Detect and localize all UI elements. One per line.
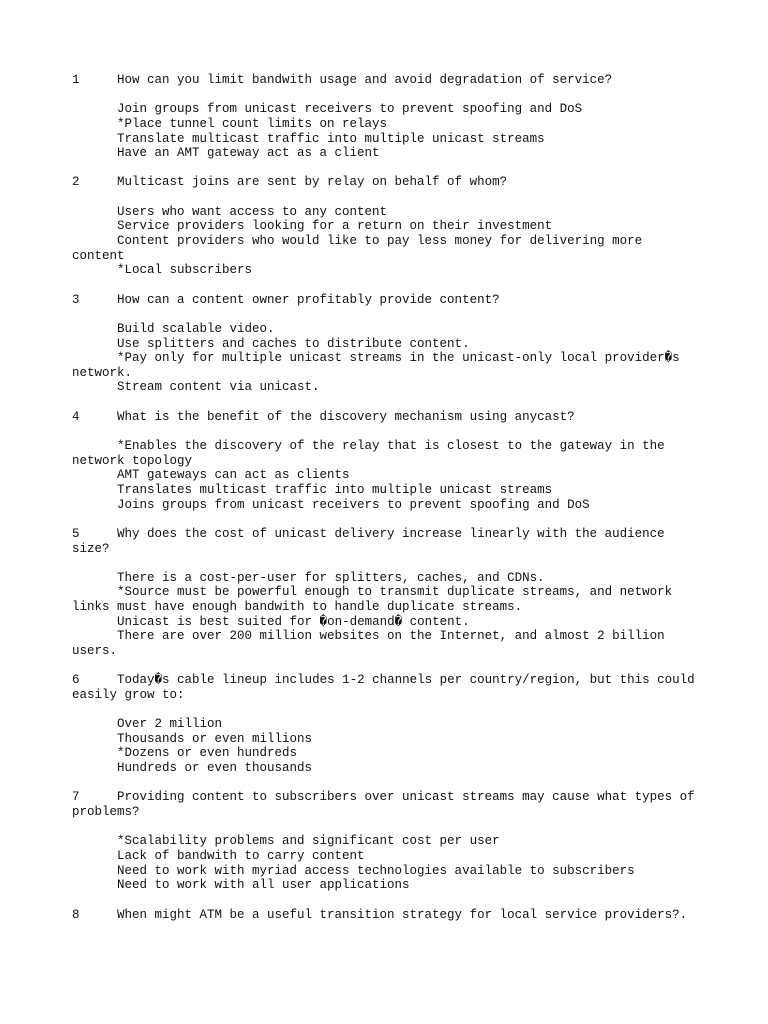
text-line: Join groups from unicast receivers to prevent spoofing and DoS <box>72 102 583 117</box>
blank-line <box>72 703 712 718</box>
text-line: Content providers who would like to pay less money for delivering more <box>72 234 643 249</box>
text-line: *Pay only for multiple unicast streams in the unicast-only local provider�s <box>72 351 680 366</box>
text-line: *Enables the discovery of the relay that is closest to the gateway in the <box>72 439 665 454</box>
blank-line <box>72 190 712 205</box>
blank-line <box>72 893 712 908</box>
text-line: *Local subscribers <box>72 263 253 278</box>
text-line: content <box>72 248 125 263</box>
blank-line <box>72 278 712 293</box>
text-line: 1 How can you limit bandwith usage and avoid degradation of service? <box>72 73 613 87</box>
text-line: 5 Why does the cost of unicast delivery increase linearly with the audience <box>72 526 665 541</box>
text-line: There is a cost-per-user for splitters, caches, and CDNs. <box>72 570 545 585</box>
text-line: problems? <box>72 805 140 820</box>
text-line: Need to work with myriad access technologies available to subscribers <box>72 863 635 878</box>
document-body <box>72 73 712 922</box>
blank-line <box>72 512 712 527</box>
text-line: Translate multicast traffic into multiple unicast streams <box>72 131 545 146</box>
text-line: users. <box>72 643 118 658</box>
text-line: *Place tunnel count limits on relays <box>72 116 388 131</box>
blank-line <box>72 161 712 176</box>
text-line: Translates multicast traffic into multiple unicast streams <box>72 482 553 497</box>
text-line: Service providers looking for a return on their investment <box>72 219 553 234</box>
text-line: network topology <box>72 453 193 468</box>
blank-line <box>72 820 712 835</box>
text-line: *Scalability problems and significant cost per user <box>72 834 500 849</box>
text-line: Hundreds or even thousands <box>72 761 313 776</box>
text-line: Over 2 million <box>72 717 223 732</box>
text-line: network. <box>72 365 133 380</box>
text-line: 3 How can a content owner profitably provide content? <box>72 292 500 307</box>
text-line: 4 What is the benefit of the discovery mechanism using anycast? <box>72 409 575 424</box>
text-line: 7 Providing content to subscribers over unicast streams may cause what types of <box>72 790 695 805</box>
text-line: Users who want access to any content <box>72 204 388 219</box>
text-line: Thousands or even millions <box>72 731 313 746</box>
text-line: Build scalable video. <box>72 321 275 336</box>
text-line: Need to work with all user applications <box>72 878 410 893</box>
text-line: 6 Today�s cable lineup includes 1-2 channels per country/region, but this could <box>72 673 695 688</box>
text-line: Stream content via unicast. <box>72 380 320 395</box>
text-line: easily grow to: <box>72 687 185 702</box>
text-line: Lack of bandwith to carry content <box>72 848 365 863</box>
text-line: *Dozens or even hundreds <box>72 746 298 761</box>
blank-line <box>72 659 712 674</box>
blank-line <box>72 424 712 439</box>
text-line: 8 When might ATM be a useful transition strategy for local service providers?. <box>72 907 688 922</box>
blank-line <box>72 556 712 571</box>
text-line: 2 Multicast joins are sent by relay on behalf of whom? <box>72 175 508 190</box>
blank-line <box>72 88 712 103</box>
text-line: links must have enough bandwith to handle duplicate streams. <box>72 600 523 615</box>
text-line: Have an AMT gateway act as a client <box>72 146 380 161</box>
text-line: Joins groups from unicast receivers to prevent spoofing and DoS <box>72 497 590 512</box>
text-line: There are over 200 million websites on the Internet, and almost 2 billion <box>72 629 665 644</box>
text-line: size? <box>72 541 110 556</box>
text-line: Use splitters and caches to distribute content. <box>72 336 470 351</box>
blank-line <box>72 395 712 410</box>
text-line: Unicast is best suited for �on-demand� content. <box>72 614 470 629</box>
blank-line <box>72 307 712 322</box>
blank-line <box>72 776 712 791</box>
text-line: AMT gateways can act as clients <box>72 468 350 483</box>
text-line: *Source must be powerful enough to transmit duplicate streams, and network <box>72 585 673 600</box>
